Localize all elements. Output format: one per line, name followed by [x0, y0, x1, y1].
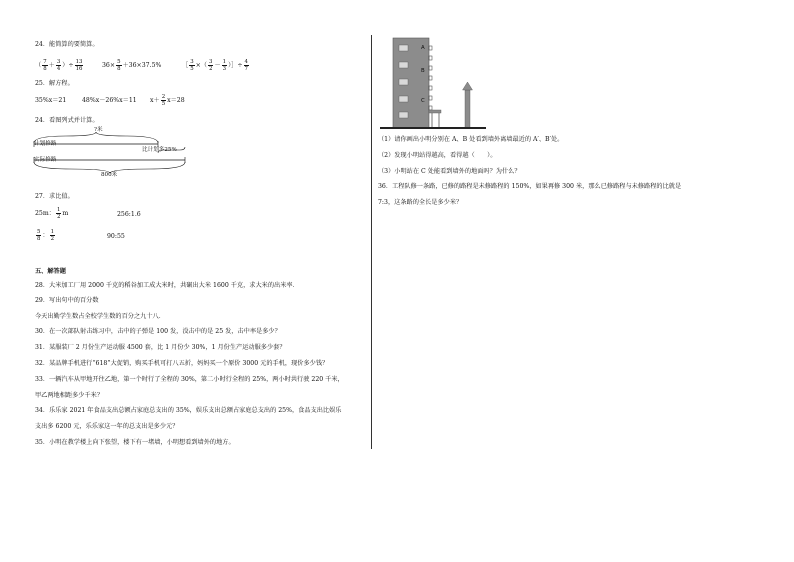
q34-text-line1: 34．乐乐家 2021 年食品支出总额占家庭总支出的 35%，娱乐支出总额占家庭总支出的 25%，食品支出比娱乐 — [35, 407, 342, 414]
section-heading: 五、解答题 — [35, 268, 66, 275]
q35-part-3: （3）小明站在 C 处能看到墙外的地面吗？为什么？ — [378, 168, 521, 175]
label-point-b: B — [421, 68, 425, 74]
q35-text: 35．小明在教学楼上向下张望，楼下有一堵墙，小明想看到墙外的地方。 — [35, 439, 235, 446]
q33-text-line2: 甲乙两地相距多少千米？ — [35, 392, 104, 399]
label-planned-road: 计划修路 — [34, 141, 57, 147]
label-actual-road: 实际修路 — [34, 157, 57, 163]
q28-text: 28．大米加工厂用 2000 千克的稻谷加工成大米时，共碾出大米 1600 千克，求大米的出米率． — [35, 282, 299, 289]
building-wall-figure — [378, 36, 488, 132]
q30-text: 30．在一次部队射击练习中，击中的子弹是 100 发，没击中的是 25 发，击中率是多少？ — [35, 328, 281, 335]
q36-text-line1: 36．工程队修一条路，已修的路程是未修路程的 150%，如果再修 300 米，那么已修路程与未修路程的比就是 — [378, 183, 682, 190]
q27-title: 27．求比值。 — [35, 193, 74, 200]
q32-text: 32．某品牌手机进行“618”大促销，购买手机可打八五折，妈妈买一个原价 3000 元的手机，现价多少钱？ — [35, 360, 329, 367]
q35-part-2: （2）发现小明站得越高，看得越（ ）。 — [378, 152, 497, 159]
q24-expr-1: （ $\frac{7}{8}$ ＋ $\frac{3}{4}$ ）÷ $\frac{13}{16}$ — [35, 59, 83, 72]
q27-ratio-2a: $\frac{5}{8}$ ： $\frac{1}{2}$ — [37, 229, 55, 242]
q31-text: 31．某服装厂 2 月份生产运动服 4500 套，比 1 月份少 30%，1 月份生产运动服多少套？ — [35, 344, 286, 351]
label-800-meters: 800米 — [101, 172, 118, 178]
q25-eq-3: x＋ $\frac{2}{5}$ x＝28 — [150, 94, 185, 107]
column-divider — [371, 35, 372, 449]
q33-text-line1: 33．一辆汽车从甲地开往乙地，第一个时行了全程的 30%，第二小时行全程的 25%，两小时共行驶 220 千米， — [35, 376, 344, 383]
q35-part-1: （1）请你画出小明分别在 A、B 处看到墙外离墙最近的 A′、B′处。 — [378, 136, 564, 143]
q24b-title: 24．看图列式并计算。 — [35, 117, 99, 124]
label-point-a: A — [421, 45, 425, 51]
q25-eq-2: 48%x－26%x＝11 — [82, 97, 137, 104]
q25-title: 25．解方程。 — [35, 80, 74, 87]
q29-sentence: 今天出勤学生数占全校学生数的百分之九十八． — [35, 313, 165, 320]
q24-title: 24．能简算的要简算。 — [35, 41, 99, 48]
q36-text-line2: 7:3，这条路的全长是多少米？ — [378, 199, 463, 206]
q29-text: 29．写出句中的百分数 — [35, 297, 99, 304]
q27-ratio-1a: 25m： $\frac{1}{2}$ m — [35, 207, 69, 220]
q27-ratio-1b: 256:1.6 — [117, 211, 141, 218]
q27-ratio-2b: 90:55 — [107, 233, 125, 240]
q25-eq-1: 35%x＝21 — [35, 97, 67, 104]
label-point-c: C — [421, 98, 425, 104]
q34-text-line2: 支出多 6200 元，乐乐家这一年的总支出是多少元？ — [35, 423, 179, 430]
q24-expr-3: ［ $\frac{3}{5}$ ×（ $\frac{3}{2}$ － $\frac{1}{3}$ ）］÷ $\frac{4}{7}$ — [182, 59, 248, 72]
label-more-than-plan: 比计划多25% — [142, 147, 177, 153]
label-unknown-meters: ?米 — [94, 127, 103, 133]
q24-expr-2: 36× $\frac{5}{8}$ ＋36×37.5% — [102, 59, 162, 72]
